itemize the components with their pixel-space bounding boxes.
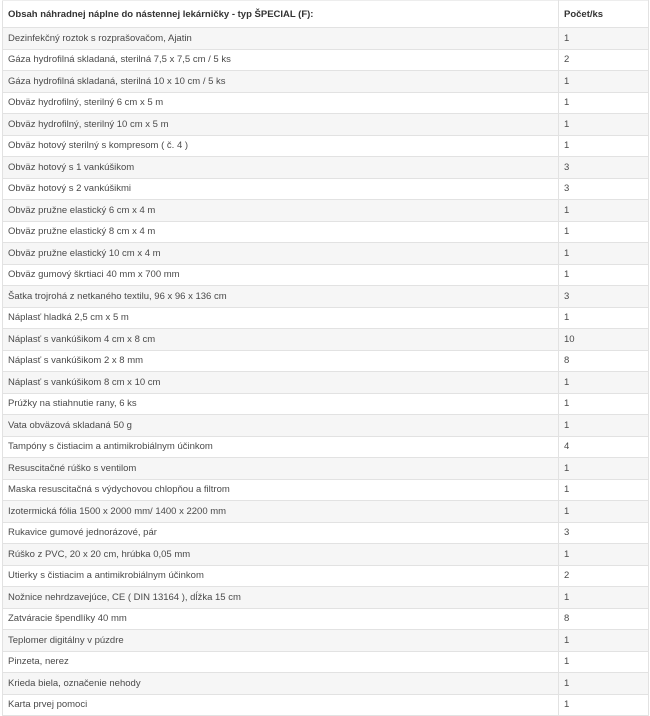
header-quantity: Počet/ks (559, 1, 649, 28)
table-row (3, 436, 649, 458)
item-quantity-cell: 1 (559, 372, 649, 394)
table-row (3, 415, 649, 437)
item-quantity-cell: 1 (559, 673, 649, 695)
table-row (3, 307, 649, 329)
item-quantity-cell: 2 (559, 565, 649, 587)
table-row (3, 286, 649, 308)
table-row (3, 608, 649, 630)
item-name-cell: Obväz hydrofilný, sterilný 10 cm x 5 m (3, 114, 559, 136)
item-name-cell: Obväz pružne elastický 8 cm x 4 m (3, 221, 559, 243)
item-name-cell: Nožnice nehrdzavejúce, CE ( DIN 13164 ), dĺžka 15 cm (3, 587, 559, 609)
item-name-cell: Dezinfekčný roztok s rozprašovačom, Ajatin (3, 28, 559, 50)
item-name-cell: Obväz hotový s 1 vankúšikom (3, 157, 559, 179)
item-quantity-cell: 1 (559, 415, 649, 437)
item-name-cell: Gáza hydrofilná skladaná, sterilná 7,5 x 7,5 cm / 5 ks (3, 49, 559, 71)
item-quantity-cell: 1 (559, 651, 649, 673)
item-quantity-cell: 1 (559, 135, 649, 157)
table-row (3, 114, 649, 136)
item-name-cell: Obväz hotový sterilný s kompresom ( č. 4 ) (3, 135, 559, 157)
item-name-cell: Krieda biela, označenie nehody (3, 673, 559, 695)
item-quantity-cell: 3 (559, 522, 649, 544)
table-row (3, 630, 649, 652)
item-name-cell: Obväz pružne elastický 10 cm x 4 m (3, 243, 559, 265)
item-quantity-cell: 1 (559, 92, 649, 114)
table-row (3, 200, 649, 222)
item-quantity-cell: 8 (559, 350, 649, 372)
table-row (3, 479, 649, 501)
item-name-cell: Náplasť s vankúšikom 2 x 8 mm (3, 350, 559, 372)
table-row (3, 28, 649, 50)
item-quantity-cell: 3 (559, 157, 649, 179)
item-name-cell: Vata obväzová skladaná 50 g (3, 415, 559, 437)
item-name-cell: Obväz pružne elastický 6 cm x 4 m (3, 200, 559, 222)
item-quantity-cell: 1 (559, 264, 649, 286)
table-row (3, 372, 649, 394)
item-quantity-cell: 1 (559, 694, 649, 716)
table-body (3, 28, 649, 716)
item-name-cell: Pinzeta, nerez (3, 651, 559, 673)
item-quantity-cell: 1 (559, 200, 649, 222)
item-name-cell: Rukavice gumové jednorázové, pár (3, 522, 559, 544)
item-name-cell: Náplasť s vankúšikom 4 cm x 8 cm (3, 329, 559, 351)
item-quantity-cell: 3 (559, 286, 649, 308)
table-row (3, 71, 649, 93)
item-name-cell: Obväz hotový s 2 vankúšikmi (3, 178, 559, 200)
item-name-cell: Maska resuscitačná s výdychovou chlopňou a filtrom (3, 479, 559, 501)
item-name-cell: Obväz gumový škrtiaci 40 mm x 700 mm (3, 264, 559, 286)
item-name-cell: Karta prvej pomoci (3, 694, 559, 716)
item-name-cell: Prúžky na stiahnutie rany, 6 ks (3, 393, 559, 415)
item-name-cell: Obväz hydrofilný, sterilný 6 cm x 5 m (3, 92, 559, 114)
item-quantity-cell: 1 (559, 393, 649, 415)
table-row (3, 92, 649, 114)
table-row (3, 221, 649, 243)
table-row (3, 393, 649, 415)
table-row (3, 522, 649, 544)
item-quantity-cell: 1 (559, 71, 649, 93)
item-quantity-cell: 1 (559, 630, 649, 652)
item-quantity-cell: 8 (559, 608, 649, 630)
item-name-cell: Tampóny s čistiacim a antimikrobiálnym účinkom (3, 436, 559, 458)
item-name-cell: Náplasť s vankúšikom 8 cm x 10 cm (3, 372, 559, 394)
header-item-name: Obsah náhradnej náplne do nástennej lekárničky - typ ŠPECIAL (F): (3, 1, 559, 28)
table-row (3, 178, 649, 200)
item-quantity-cell: 4 (559, 436, 649, 458)
item-quantity-cell: 1 (559, 221, 649, 243)
table-row (3, 243, 649, 265)
item-quantity-cell: 1 (559, 458, 649, 480)
table-row (3, 49, 649, 71)
table-header-row (3, 1, 649, 28)
item-quantity-cell: 1 (559, 587, 649, 609)
item-quantity-cell: 1 (559, 544, 649, 566)
item-name-cell: Izotermická fólia 1500 x 2000 mm/ 1400 x 2200 mm (3, 501, 559, 523)
item-quantity-cell: 2 (559, 49, 649, 71)
table-row (3, 694, 649, 716)
item-name-cell: Gáza hydrofilná skladaná, sterilná 10 x 10 cm / 5 ks (3, 71, 559, 93)
item-quantity-cell: 10 (559, 329, 649, 351)
item-name-cell: Resuscitačné rúško s ventilom (3, 458, 559, 480)
table-row (3, 501, 649, 523)
table-row (3, 264, 649, 286)
item-name-cell: Teplomer digitálny v púzdre (3, 630, 559, 652)
item-quantity-cell: 1 (559, 307, 649, 329)
table-row (3, 458, 649, 480)
table-row (3, 673, 649, 695)
item-quantity-cell: 3 (559, 178, 649, 200)
table-row (3, 135, 649, 157)
table-row (3, 565, 649, 587)
table-row (3, 350, 649, 372)
table-row (3, 157, 649, 179)
item-quantity-cell: 1 (559, 28, 649, 50)
item-name-cell: Šatka trojrohá z netkaného textilu, 96 x 96 x 136 cm (3, 286, 559, 308)
table-row (3, 544, 649, 566)
item-name-cell: Rúško z PVC, 20 x 20 cm, hrúbka 0,05 mm (3, 544, 559, 566)
item-quantity-cell: 1 (559, 114, 649, 136)
item-quantity-cell: 1 (559, 479, 649, 501)
contents-table (2, 0, 649, 716)
item-quantity-cell: 1 (559, 501, 649, 523)
item-quantity-cell: 1 (559, 243, 649, 265)
table-row (3, 651, 649, 673)
table-row (3, 329, 649, 351)
item-name-cell: Utierky s čistiacim a antimikrobiálnym účinkom (3, 565, 559, 587)
item-name-cell: Náplasť hladká 2,5 cm x 5 m (3, 307, 559, 329)
item-name-cell: Zatváracie špendlíky 40 mm (3, 608, 559, 630)
table-row (3, 587, 649, 609)
